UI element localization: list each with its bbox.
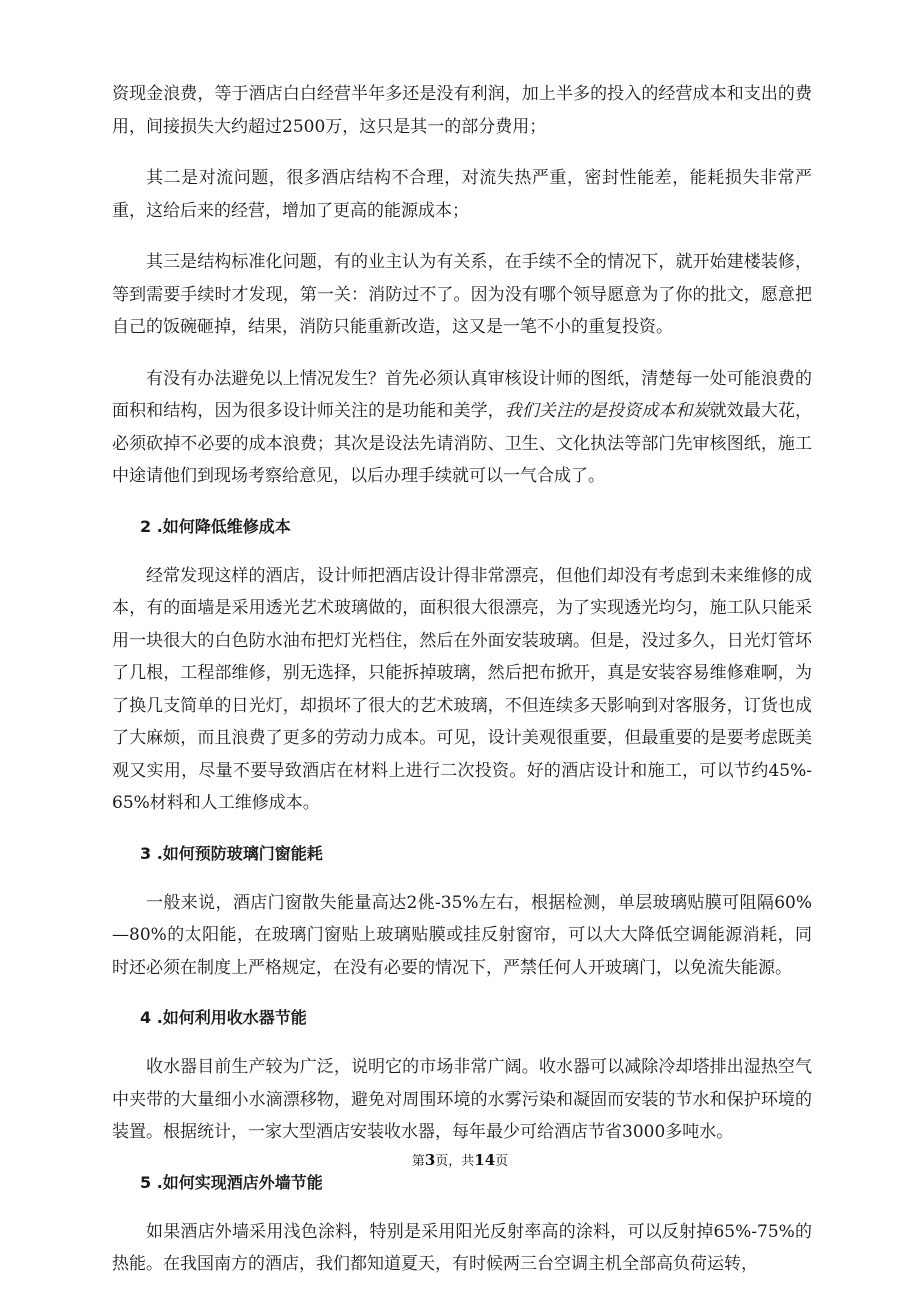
footer-page-number: 3	[424, 1151, 436, 1169]
section-heading-5: 5 .如何实现酒店外墙节能	[140, 1172, 323, 1192]
paragraph-8: 如果酒店外墙采用浅色涂料，特别是采用阳光反射率高的涂料，可以反射掉65%-75%的热能。在我国南方的酒店，我们都知道夏天，有时候两三台空调主机全部高负荷运转，	[112, 1221, 812, 1274]
footer-prefix: 第	[411, 1154, 425, 1169]
paragraph-3: 其三是结构标准化问题，有的业主认为有关系，在手续不全的情况下，就开始建楼装修，等到需要手续时才发现，第一关：消防过不了。因为没有哪个领导愿意为了你的批文，愿意把自己的饭碗砸掉，结果，消防只能重新改造，这又是一笔不小的重复投资。	[112, 252, 812, 337]
section-heading-4: 4 .如何利用收水器节能	[140, 1008, 307, 1027]
footer-total-pages: 14	[474, 1151, 496, 1169]
page-footer	[0, 1150, 920, 1169]
section-heading-3: 3 .如何预防玻璃门窗能耗	[140, 843, 323, 863]
paragraph-6: 一般来说，酒店门窗散失能量高达2佻-35%左右，根据检测，单层玻璃贴膜可阻隔60%—80%的太阳能，在玻璃门窗贴上玻璃贴膜或挂反射窗帘，可以大大降低空调能源消耗，同时还必须在制度上严格规定，在没有必要的情况下，严禁任何人开玻璃门，以免流失能源。	[112, 892, 812, 978]
paragraph-5: 经常发现这样的酒店，设计师把酒店设计得非常漂亮，但他们却没有考虑到未来维修的成本，有的面墙是采用透光艺术玻璃做的，面积很大很漂亮，为了实现透光均匀，施工队只能采用一块很大的白色防水油布把灯光档住，然后在外面安装玻璃。但是，没过多久，日光灯管坏了几根，工程部维修，别无选择，只能拆掉玻璃，然后把布掀开，真是安装容易维修难啊，为了换几支简单的日光灯，却损坏了很大的艺术玻璃，不但连续多天影响到对客服务，订货也成了大麻烦，而且浪费了更多的劳动力成本。可见，设计美观很重要，但最重要的是要考虑既美观又实用，尽量不要导致酒店在材料上进行二次投资。好的酒店设计和施工，可以节约45%-65%材料和人工维修成本。	[112, 565, 812, 813]
paragraph-4: 有没有办法避免以上情况发生？首先必须认真审核设计师的图纸，清楚每一处可能浪费的面积和结构，因为很多设计师关注的是功能和美学，我们关注的是投资成本和炭就效最大花，必须砍掉不必要的成本浪费；其次是设法先请消防、卫生、文化执法等部门先审核图纸，施工中途请他们到现场考察给意见，以后办理手续就可以一气合成了。	[112, 368, 813, 486]
section-heading-2: 2 .如何降低维修成本	[140, 516, 291, 536]
italic-phrase: 我们关注的是投资成本和炭	[504, 401, 710, 421]
paragraph-7: 收水器目前生产较为广泛，说明它的市场非常广阔。收水器可以减除冷却塔排出湿热空气中夹带的大量细小水滴漂移物，避免对周围环境的水雾污染和凝固而安装的节水和保护环境的装置。根据统计，一家大型酒店安装收水器，每年最少可给酒店节省3000多吨水。	[112, 1057, 812, 1142]
paragraph-1: 资现金浪费，等于酒店白白经营半年多还是没有利润，加上半多的投入的经营成本和支出的费用，间接损失大约超过2500万，这只是其一的部分费用；	[112, 84, 812, 137]
paragraph-2: 其二是对流问题，很多酒店结构不合理，对流失热严重，密封性能差，能耗损失非常严重，这给后来的经营，增加了更高的能源成本；	[112, 168, 812, 221]
footer-suffix: 页	[495, 1154, 509, 1169]
footer-mid: 页，共	[435, 1154, 475, 1169]
document-body	[112, 78, 812, 1300]
